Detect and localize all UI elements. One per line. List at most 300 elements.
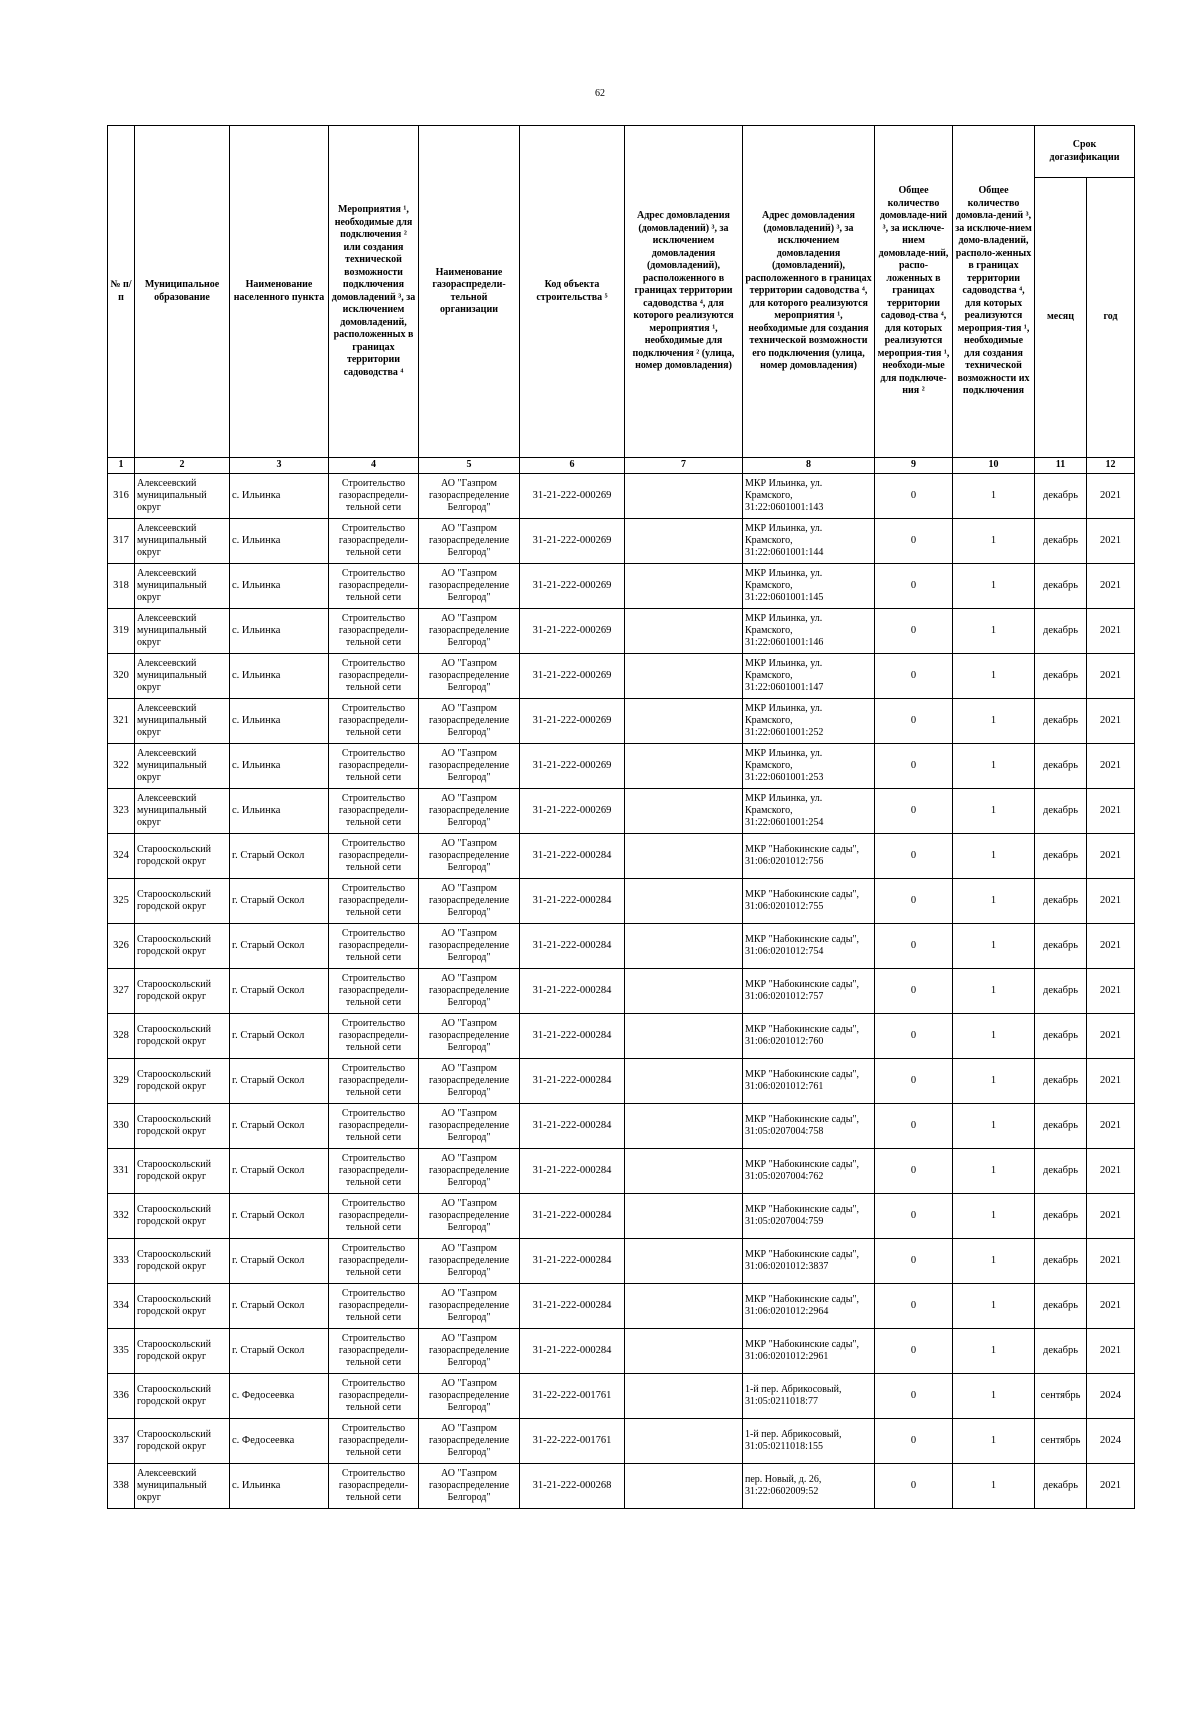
month-cell: декабрь — [1035, 474, 1087, 519]
address-connect-cell — [625, 1104, 743, 1149]
municipality-cell: Алексеевский муниципальный округ — [135, 1464, 230, 1509]
table-row — [108, 789, 1135, 834]
measure-cell: Строительство газораспредели-тельной сети — [329, 1239, 419, 1284]
table-row — [108, 1104, 1135, 1149]
month-cell: декабрь — [1035, 1464, 1087, 1509]
address-tech-cell: МКР Ильинка, ул. Крамского, 31:22:0601001:253 — [743, 744, 875, 789]
settlement-cell: с. Ильинка — [230, 744, 329, 789]
table-row — [108, 969, 1135, 1014]
measure-cell: Строительство газораспредели-тельной сети — [329, 1104, 419, 1149]
municipality-cell: Алексеевский муниципальный округ — [135, 699, 230, 744]
count-tech-cell: 1 — [953, 699, 1035, 744]
count-connect-cell: 0 — [875, 924, 953, 969]
municipality-cell: Старооскольский городской округ — [135, 1194, 230, 1239]
table-row — [108, 1239, 1135, 1284]
measure-cell: Строительство газораспредели-тельной сети — [329, 1329, 419, 1374]
month-cell: декабрь — [1035, 1329, 1087, 1374]
object-code-cell: 31-21-222-000284 — [520, 1284, 625, 1329]
gas-org-cell: АО "Газпром газораспределение Белгород" — [419, 1464, 520, 1509]
address-tech-cell: пер. Новый, д. 26, 31:22:0602009:52 — [743, 1464, 875, 1509]
address-connect-cell — [625, 1464, 743, 1509]
measure-cell: Строительство газораспредели-тельной сети — [329, 789, 419, 834]
count-connect-cell: 0 — [875, 1014, 953, 1059]
address-tech-cell: МКР Ильинка, ул. Крамского, 31:22:0601001:144 — [743, 519, 875, 564]
measure-cell: Строительство газораспредели-тельной сети — [329, 1059, 419, 1104]
column-numbers-row — [108, 458, 1135, 474]
header-address-tech: Адрес домовладения (домовладений) ³, за исключением домовладения (домовладений), расположенного в границах территории садоводства ⁴, для которого реализуются мероприятия ¹, необходимые для создания технической возможности его подключения (улица, номер домовладения) — [743, 126, 875, 458]
column-number: 3 — [230, 458, 329, 474]
address-connect-cell — [625, 609, 743, 654]
month-cell: декабрь — [1035, 1014, 1087, 1059]
header-total-tech: Общее количество домовла-дений ³, за исключе-нием домо-владений, располо-женных в границах территории садоводства ⁴, для которых реализуются мероприя-тия ¹, необходимые для создания технической возможности их подключения — [953, 126, 1035, 458]
header-address-connect: Адрес домовладения (домовладений) ³, за исключением домовладения (домовладений), расположенного в границах территории садоводства ⁴, для которого реализуются мероприятия ¹, необходимые для подключения ² (улица, номер домовладения) — [625, 126, 743, 458]
object-code-cell: 31-21-222-000284 — [520, 1014, 625, 1059]
year-cell: 2021 — [1087, 1239, 1135, 1284]
settlement-cell: г. Старый Оскол — [230, 879, 329, 924]
address-connect-cell — [625, 834, 743, 879]
month-cell: декабрь — [1035, 744, 1087, 789]
table-row — [108, 924, 1135, 969]
municipality-cell: Алексеевский муниципальный округ — [135, 519, 230, 564]
measure-cell: Строительство газораспредели-тельной сети — [329, 699, 419, 744]
address-connect-cell — [625, 924, 743, 969]
row-number: 332 — [108, 1194, 135, 1239]
row-number: 337 — [108, 1419, 135, 1464]
municipality-cell: Старооскольский городской округ — [135, 1104, 230, 1149]
table-row — [108, 1329, 1135, 1374]
month-cell: сентябрь — [1035, 1419, 1087, 1464]
measure-cell: Строительство газораспредели-тельной сети — [329, 1194, 419, 1239]
object-code-cell: 31-21-222-000269 — [520, 789, 625, 834]
address-tech-cell: МКР "Набокинские сады", 31:06:0201012:757 — [743, 969, 875, 1014]
year-cell: 2021 — [1087, 1149, 1135, 1194]
year-cell: 2021 — [1087, 744, 1135, 789]
municipality-cell: Алексеевский муниципальный округ — [135, 564, 230, 609]
month-cell: декабрь — [1035, 1149, 1087, 1194]
count-connect-cell: 0 — [875, 609, 953, 654]
table-row — [108, 564, 1135, 609]
count-connect-cell: 0 — [875, 699, 953, 744]
address-tech-cell: МКР "Набокинские сады", 31:05:0207004:762 — [743, 1149, 875, 1194]
column-number: 7 — [625, 458, 743, 474]
count-tech-cell: 1 — [953, 1194, 1035, 1239]
count-tech-cell: 1 — [953, 1149, 1035, 1194]
year-cell: 2021 — [1087, 1329, 1135, 1374]
count-tech-cell: 1 — [953, 654, 1035, 699]
table-row — [108, 1284, 1135, 1329]
table-row — [108, 1059, 1135, 1104]
measure-cell: Строительство газораспредели-тельной сети — [329, 744, 419, 789]
settlement-cell: г. Старый Оскол — [230, 924, 329, 969]
address-tech-cell: МКР "Набокинские сады", 31:06:0201012:761 — [743, 1059, 875, 1104]
address-connect-cell — [625, 744, 743, 789]
gas-org-cell: АО "Газпром газораспределение Белгород" — [419, 1104, 520, 1149]
row-number: 334 — [108, 1284, 135, 1329]
count-tech-cell: 1 — [953, 924, 1035, 969]
month-cell: декабрь — [1035, 1194, 1087, 1239]
row-number: 316 — [108, 474, 135, 519]
count-connect-cell: 0 — [875, 1329, 953, 1374]
gas-org-cell: АО "Газпром газораспределение Белгород" — [419, 834, 520, 879]
gas-org-cell: АО "Газпром газораспределение Белгород" — [419, 474, 520, 519]
table-row — [108, 1194, 1135, 1239]
gas-org-cell: АО "Газпром газораспределение Белгород" — [419, 1374, 520, 1419]
header-deadline: Срок догазификации — [1035, 126, 1135, 178]
header-month: месяц — [1035, 178, 1087, 458]
header-settlement: Наименование населенного пункта — [230, 126, 329, 458]
address-tech-cell: МКР Ильинка, ул. Крамского, 31:22:0601001:143 — [743, 474, 875, 519]
row-number: 329 — [108, 1059, 135, 1104]
municipality-cell: Старооскольский городской округ — [135, 1284, 230, 1329]
table-body — [108, 474, 1135, 1509]
row-number: 318 — [108, 564, 135, 609]
settlement-cell: с. Федосеевка — [230, 1419, 329, 1464]
measure-cell: Строительство газораспредели-тельной сети — [329, 924, 419, 969]
table-row — [108, 1374, 1135, 1419]
count-connect-cell: 0 — [875, 1059, 953, 1104]
header-no: № п/п — [108, 126, 135, 458]
year-cell: 2021 — [1087, 1059, 1135, 1104]
row-number: 338 — [108, 1464, 135, 1509]
measure-cell: Строительство газораспредели-тельной сети — [329, 879, 419, 924]
object-code-cell: 31-21-222-000284 — [520, 1149, 625, 1194]
month-cell: декабрь — [1035, 1239, 1087, 1284]
gas-org-cell: АО "Газпром газораспределение Белгород" — [419, 699, 520, 744]
table-row — [108, 1149, 1135, 1194]
count-connect-cell: 0 — [875, 744, 953, 789]
count-tech-cell: 1 — [953, 969, 1035, 1014]
row-number: 335 — [108, 1329, 135, 1374]
column-number: 9 — [875, 458, 953, 474]
settlement-cell: с. Ильинка — [230, 519, 329, 564]
table-row — [108, 609, 1135, 654]
header-municipality: Муниципальное образование — [135, 126, 230, 458]
object-code-cell: 31-21-222-000284 — [520, 924, 625, 969]
municipality-cell: Старооскольский городской округ — [135, 1374, 230, 1419]
measure-cell: Строительство газораспредели-тельной сети — [329, 474, 419, 519]
row-number: 327 — [108, 969, 135, 1014]
address-connect-cell — [625, 1149, 743, 1194]
column-number: 4 — [329, 458, 419, 474]
row-number: 331 — [108, 1149, 135, 1194]
month-cell: декабрь — [1035, 519, 1087, 564]
object-code-cell: 31-21-222-000284 — [520, 834, 625, 879]
count-connect-cell: 0 — [875, 879, 953, 924]
count-tech-cell: 1 — [953, 789, 1035, 834]
count-connect-cell: 0 — [875, 474, 953, 519]
municipality-cell: Алексеевский муниципальный округ — [135, 609, 230, 654]
measure-cell: Строительство газораспредели-тельной сети — [329, 1419, 419, 1464]
settlement-cell: г. Старый Оскол — [230, 1194, 329, 1239]
object-code-cell: 31-21-222-000284 — [520, 1194, 625, 1239]
address-connect-cell — [625, 1194, 743, 1239]
year-cell: 2021 — [1087, 1284, 1135, 1329]
municipality-cell: Алексеевский муниципальный округ — [135, 744, 230, 789]
settlement-cell: г. Старый Оскол — [230, 969, 329, 1014]
address-connect-cell — [625, 699, 743, 744]
row-number: 323 — [108, 789, 135, 834]
count-connect-cell: 0 — [875, 789, 953, 834]
municipality-cell: Старооскольский городской округ — [135, 1329, 230, 1374]
month-cell: декабрь — [1035, 834, 1087, 879]
count-tech-cell: 1 — [953, 1059, 1035, 1104]
header-gas-org: Наименование газораспредели-тельной организации — [419, 126, 520, 458]
address-tech-cell: МКР "Набокинские сады", 31:05:0207004:758 — [743, 1104, 875, 1149]
row-number: 324 — [108, 834, 135, 879]
count-connect-cell: 0 — [875, 1284, 953, 1329]
gas-org-cell: АО "Газпром газораспределение Белгород" — [419, 609, 520, 654]
month-cell: декабрь — [1035, 789, 1087, 834]
address-tech-cell: МКР "Набокинские сады", 31:05:0207004:759 — [743, 1194, 875, 1239]
gas-org-cell: АО "Газпром газораспределение Белгород" — [419, 564, 520, 609]
object-code-cell: 31-22-222-001761 — [520, 1374, 625, 1419]
address-tech-cell: МКР "Набокинские сады", 31:06:0201012:760 — [743, 1014, 875, 1059]
measure-cell: Строительство газораспредели-тельной сети — [329, 609, 419, 654]
column-number: 2 — [135, 458, 230, 474]
address-tech-cell: МКР "Набокинские сады", 31:06:0201012:2964 — [743, 1284, 875, 1329]
gas-org-cell: АО "Газпром газораспределение Белгород" — [419, 1239, 520, 1284]
month-cell: декабрь — [1035, 924, 1087, 969]
row-number: 326 — [108, 924, 135, 969]
address-tech-cell: МКР "Набокинские сады", 31:06:0201012:3837 — [743, 1239, 875, 1284]
count-connect-cell: 0 — [875, 1149, 953, 1194]
address-connect-cell — [625, 564, 743, 609]
address-connect-cell — [625, 519, 743, 564]
year-cell: 2021 — [1087, 1014, 1135, 1059]
object-code-cell: 31-21-222-000284 — [520, 969, 625, 1014]
measure-cell: Строительство газораспредели-тельной сети — [329, 969, 419, 1014]
address-tech-cell: МКР "Набокинские сады", 31:06:0201012:754 — [743, 924, 875, 969]
month-cell: декабрь — [1035, 969, 1087, 1014]
column-number: 11 — [1035, 458, 1087, 474]
month-cell: декабрь — [1035, 1284, 1087, 1329]
measure-cell: Строительство газораспредели-тельной сети — [329, 1149, 419, 1194]
settlement-cell: с. Ильинка — [230, 699, 329, 744]
gas-org-cell: АО "Газпром газораспределение Белгород" — [419, 969, 520, 1014]
object-code-cell: 31-21-222-000284 — [520, 1239, 625, 1284]
object-code-cell: 31-21-222-000269 — [520, 564, 625, 609]
gas-org-cell: АО "Газпром газораспределение Белгород" — [419, 924, 520, 969]
count-tech-cell: 1 — [953, 879, 1035, 924]
settlement-cell: с. Ильинка — [230, 1464, 329, 1509]
municipality-cell: Старооскольский городской округ — [135, 1239, 230, 1284]
address-connect-cell — [625, 789, 743, 834]
count-connect-cell: 0 — [875, 1194, 953, 1239]
count-connect-cell: 0 — [875, 969, 953, 1014]
address-tech-cell: МКР Ильинка, ул. Крамского, 31:22:0601001:146 — [743, 609, 875, 654]
month-cell: декабрь — [1035, 879, 1087, 924]
object-code-cell: 31-21-222-000269 — [520, 519, 625, 564]
year-cell: 2021 — [1087, 519, 1135, 564]
settlement-cell: г. Старый Оскол — [230, 1104, 329, 1149]
municipality-cell: Старооскольский городской округ — [135, 1059, 230, 1104]
municipality-cell: Старооскольский городской округ — [135, 1419, 230, 1464]
table-row — [108, 1419, 1135, 1464]
municipality-cell: Старооскольский городской округ — [135, 1149, 230, 1194]
municipality-cell: Старооскольский городской округ — [135, 1014, 230, 1059]
object-code-cell: 31-22-222-001761 — [520, 1419, 625, 1464]
count-tech-cell: 1 — [953, 1419, 1035, 1464]
gas-org-cell: АО "Газпром газораспределение Белгород" — [419, 1194, 520, 1239]
year-cell: 2024 — [1087, 1374, 1135, 1419]
year-cell: 2021 — [1087, 969, 1135, 1014]
gasification-table — [107, 125, 1135, 1509]
settlement-cell: г. Старый Оскол — [230, 1014, 329, 1059]
count-connect-cell: 0 — [875, 834, 953, 879]
address-connect-cell — [625, 1239, 743, 1284]
address-tech-cell: МКР Ильинка, ул. Крамского, 31:22:0601001:252 — [743, 699, 875, 744]
address-tech-cell: МКР "Набокинские сады", 31:06:0201012:2961 — [743, 1329, 875, 1374]
measure-cell: Строительство газораспредели-тельной сети — [329, 1284, 419, 1329]
measure-cell: Строительство газораспредели-тельной сети — [329, 519, 419, 564]
gas-org-cell: АО "Газпром газораспределение Белгород" — [419, 1014, 520, 1059]
row-number: 325 — [108, 879, 135, 924]
page-number: 62 — [595, 88, 605, 99]
object-code-cell: 31-21-222-000284 — [520, 879, 625, 924]
municipality-cell: Старооскольский городской округ — [135, 969, 230, 1014]
row-number: 320 — [108, 654, 135, 699]
address-tech-cell: МКР Ильинка, ул. Крамского, 31:22:0601001:145 — [743, 564, 875, 609]
count-connect-cell: 0 — [875, 1104, 953, 1149]
year-cell: 2021 — [1087, 924, 1135, 969]
address-connect-cell — [625, 654, 743, 699]
settlement-cell: г. Старый Оскол — [230, 1239, 329, 1284]
year-cell: 2021 — [1087, 1194, 1135, 1239]
address-connect-cell — [625, 1419, 743, 1464]
row-number: 322 — [108, 744, 135, 789]
count-tech-cell: 1 — [953, 564, 1035, 609]
settlement-cell: г. Старый Оскол — [230, 1284, 329, 1329]
column-number: 5 — [419, 458, 520, 474]
gas-org-cell: АО "Газпром газораспределение Белгород" — [419, 1149, 520, 1194]
year-cell: 2021 — [1087, 609, 1135, 654]
count-tech-cell: 1 — [953, 1284, 1035, 1329]
table-row — [108, 1464, 1135, 1509]
municipality-cell: Старооскольский городской округ — [135, 834, 230, 879]
column-number: 12 — [1087, 458, 1135, 474]
table-row — [108, 699, 1135, 744]
header-year: год — [1087, 178, 1135, 458]
measure-cell: Строительство газораспредели-тельной сети — [329, 1014, 419, 1059]
settlement-cell: с. Ильинка — [230, 474, 329, 519]
header-object-code: Код объекта строительства ⁵ — [520, 126, 625, 458]
year-cell: 2021 — [1087, 654, 1135, 699]
year-cell: 2021 — [1087, 699, 1135, 744]
object-code-cell: 31-21-222-000284 — [520, 1059, 625, 1104]
object-code-cell: 31-21-222-000268 — [520, 1464, 625, 1509]
measure-cell: Строительство газораспредели-тельной сети — [329, 1374, 419, 1419]
row-number: 319 — [108, 609, 135, 654]
object-code-cell: 31-21-222-000269 — [520, 699, 625, 744]
count-tech-cell: 1 — [953, 1014, 1035, 1059]
count-connect-cell: 0 — [875, 1419, 953, 1464]
address-tech-cell: 1-й пер. Абрикосовый, 31:05:0211018:77 — [743, 1374, 875, 1419]
count-tech-cell: 1 — [953, 519, 1035, 564]
address-connect-cell — [625, 1014, 743, 1059]
month-cell: декабрь — [1035, 1104, 1087, 1149]
measure-cell: Строительство газораспредели-тельной сети — [329, 834, 419, 879]
column-number: 1 — [108, 458, 135, 474]
count-connect-cell: 0 — [875, 1464, 953, 1509]
gas-org-cell: АО "Газпром газораспределение Белгород" — [419, 1419, 520, 1464]
address-tech-cell: МКР "Набокинские сады", 31:06:0201012:756 — [743, 834, 875, 879]
month-cell: декабрь — [1035, 1059, 1087, 1104]
settlement-cell: с. Федосеевка — [230, 1374, 329, 1419]
municipality-cell: Алексеевский муниципальный округ — [135, 474, 230, 519]
count-connect-cell: 0 — [875, 654, 953, 699]
settlement-cell: г. Старый Оскол — [230, 1149, 329, 1194]
object-code-cell: 31-21-222-000269 — [520, 609, 625, 654]
row-number: 317 — [108, 519, 135, 564]
year-cell: 2021 — [1087, 1464, 1135, 1509]
settlement-cell: с. Ильинка — [230, 789, 329, 834]
settlement-cell: г. Старый Оскол — [230, 1059, 329, 1104]
count-tech-cell: 1 — [953, 1329, 1035, 1374]
settlement-cell: с. Ильинка — [230, 654, 329, 699]
count-tech-cell: 1 — [953, 1374, 1035, 1419]
year-cell: 2021 — [1087, 834, 1135, 879]
address-connect-cell — [625, 1329, 743, 1374]
table-row — [108, 654, 1135, 699]
month-cell: декабрь — [1035, 609, 1087, 654]
count-connect-cell: 0 — [875, 1239, 953, 1284]
object-code-cell: 31-21-222-000269 — [520, 654, 625, 699]
count-tech-cell: 1 — [953, 744, 1035, 789]
table-row — [108, 744, 1135, 789]
address-tech-cell: 1-й пер. Абрикосовый, 31:05:0211018:155 — [743, 1419, 875, 1464]
gas-org-cell: АО "Газпром газораспределение Белгород" — [419, 519, 520, 564]
year-cell: 2021 — [1087, 1104, 1135, 1149]
address-connect-cell — [625, 1284, 743, 1329]
year-cell: 2021 — [1087, 564, 1135, 609]
count-connect-cell: 0 — [875, 564, 953, 609]
column-number: 6 — [520, 458, 625, 474]
address-connect-cell — [625, 1059, 743, 1104]
measure-cell: Строительство газораспредели-тельной сети — [329, 1464, 419, 1509]
month-cell: сентябрь — [1035, 1374, 1087, 1419]
count-connect-cell: 0 — [875, 519, 953, 564]
table-row — [108, 834, 1135, 879]
month-cell: декабрь — [1035, 654, 1087, 699]
table-row — [108, 879, 1135, 924]
header-measures: Мероприятия ¹, необходимые для подключения ² или создания технической возможности подключения домовладений ³, за исключением домовладений, расположенных в границах территории садоводства ⁴ — [329, 126, 419, 458]
month-cell: декабрь — [1035, 699, 1087, 744]
object-code-cell: 31-21-222-000284 — [520, 1104, 625, 1149]
column-number: 10 — [953, 458, 1035, 474]
object-code-cell: 31-21-222-000269 — [520, 744, 625, 789]
municipality-cell: Алексеевский муниципальный округ — [135, 654, 230, 699]
count-tech-cell: 1 — [953, 474, 1035, 519]
municipality-cell: Алексеевский муниципальный округ — [135, 789, 230, 834]
settlement-cell: г. Старый Оскол — [230, 1329, 329, 1374]
address-connect-cell — [625, 969, 743, 1014]
year-cell: 2021 — [1087, 789, 1135, 834]
year-cell: 2024 — [1087, 1419, 1135, 1464]
gas-org-cell: АО "Газпром газораспределение Белгород" — [419, 1329, 520, 1374]
address-connect-cell — [625, 474, 743, 519]
address-tech-cell: МКР Ильинка, ул. Крамского, 31:22:0601001:254 — [743, 789, 875, 834]
settlement-cell: г. Старый Оскол — [230, 834, 329, 879]
year-cell: 2021 — [1087, 474, 1135, 519]
count-tech-cell: 1 — [953, 1464, 1035, 1509]
count-tech-cell: 1 — [953, 1104, 1035, 1149]
gas-org-cell: АО "Газпром газораспределение Белгород" — [419, 789, 520, 834]
table-row — [108, 474, 1135, 519]
count-connect-cell: 0 — [875, 1374, 953, 1419]
municipality-cell: Старооскольский городской округ — [135, 879, 230, 924]
object-code-cell: 31-21-222-000284 — [520, 1329, 625, 1374]
row-number: 333 — [108, 1239, 135, 1284]
